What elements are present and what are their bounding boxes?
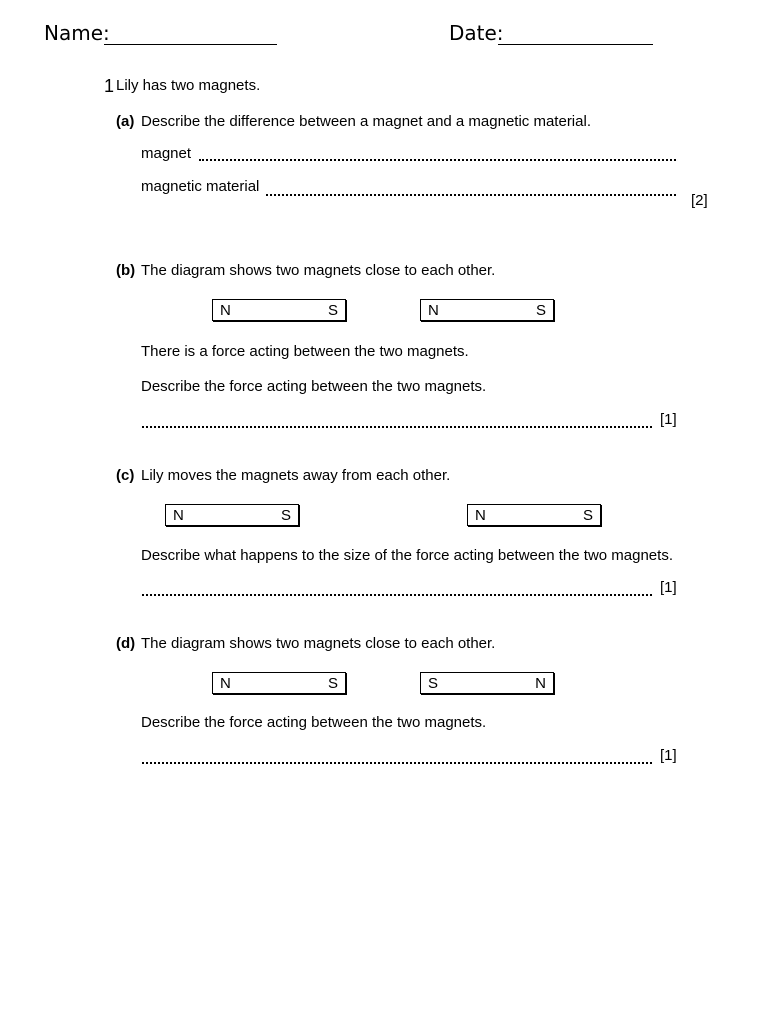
magnet-pole-right: S [327, 302, 338, 319]
date-answer-line[interactable] [498, 44, 653, 45]
part-d-magnet-2 [420, 672, 554, 694]
part-a-magnet-label: magnet [141, 145, 192, 162]
part-b-statement: There is a force acting between the two magnets. [141, 343, 469, 360]
part-b-magnet-2 [420, 299, 554, 321]
part-b-text: The diagram shows two magnets close to each other. [141, 262, 496, 279]
magnet-pole-right: S [327, 675, 338, 692]
part-c-marks: [1] [660, 579, 677, 596]
part-b-answer-line[interactable] [142, 426, 652, 428]
part-d-magnet-1 [212, 672, 346, 694]
magnet-pole-left: S [428, 675, 439, 692]
part-a-marks: [2] [691, 192, 708, 209]
part-b-label: (b) [116, 262, 136, 279]
magnet-pole-right: S [280, 507, 291, 524]
part-c-prompt: Describe what happens to the size of the force acting between the two magnets. [141, 547, 673, 564]
magnet-pole-right: S [535, 302, 546, 319]
part-d-answer-line[interactable] [142, 762, 652, 764]
part-c-text: Lily moves the magnets away from each other. [141, 467, 451, 484]
magnet-pole-right: S [582, 507, 593, 524]
part-b-prompt: Describe the force acting between the two magnets. [141, 378, 487, 395]
part-d-label: (d) [116, 635, 136, 652]
part-b-magnet-1 [212, 299, 346, 321]
part-c-magnet-1 [165, 504, 299, 526]
part-c-magnet-2 [467, 504, 601, 526]
magnet-pole-left: N [475, 507, 486, 524]
part-c-answer-line[interactable] [142, 594, 652, 596]
magnet-pole-left: N [173, 507, 184, 524]
part-a-material-answer-line[interactable] [266, 194, 676, 196]
name-label: Name: [44, 21, 110, 45]
part-d-marks: [1] [660, 747, 677, 764]
magnet-pole-left: N [220, 302, 231, 319]
part-b-marks: [1] [660, 411, 677, 428]
part-a-label: (a) [116, 113, 135, 130]
part-a-material-label: magnetic material [141, 178, 260, 195]
magnet-pole-right: N [535, 675, 546, 692]
magnet-pole-left: N [428, 302, 439, 319]
question-intro: Lily has two magnets. [116, 77, 261, 94]
part-c-label: (c) [116, 467, 135, 484]
date-label: Date: [449, 21, 504, 45]
question-number: 1 [104, 76, 115, 96]
part-d-text: The diagram shows two magnets close to each other. [141, 635, 496, 652]
part-a-text: Describe the difference between a magnet and a magnetic material. [141, 113, 591, 130]
part-d-prompt: Describe the force acting between the two magnets. [141, 714, 487, 731]
name-answer-line[interactable] [104, 44, 277, 45]
magnet-pole-left: N [220, 675, 231, 692]
part-a-magnet-answer-line[interactable] [199, 159, 676, 161]
